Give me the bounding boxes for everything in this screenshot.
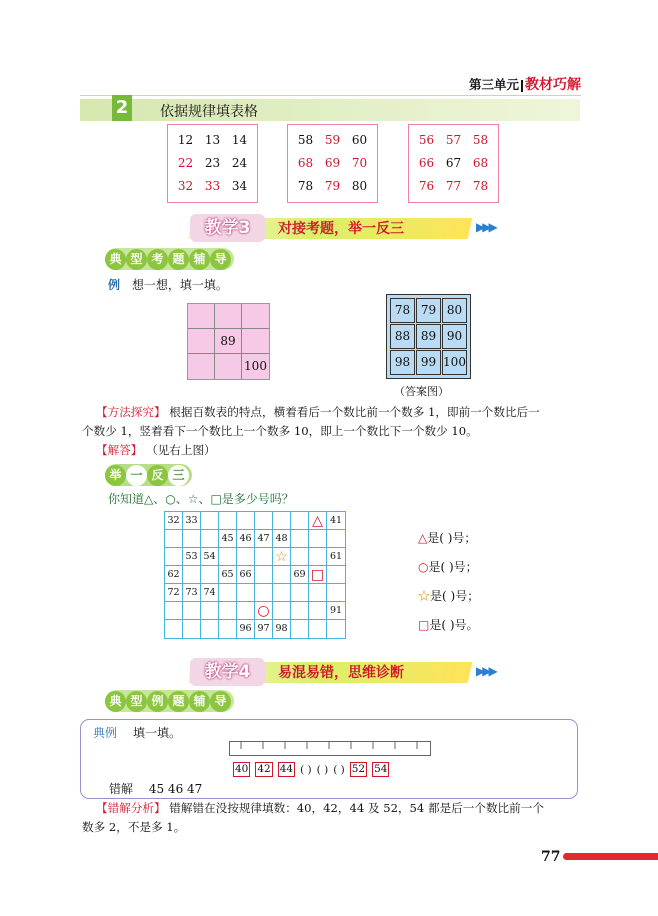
- quiz-answer-line: [418, 524, 479, 553]
- quiz-answers: [418, 524, 479, 640]
- grid-cell: 79: [324, 179, 341, 193]
- answer-cell: 80: [442, 298, 467, 323]
- chart-cell: 32: [165, 512, 183, 530]
- hundred-chart-grid: [164, 511, 346, 639]
- chart-cell: [237, 602, 255, 620]
- analysis-text-1: 错解错在没按规律填数：40，42，44 及 52，54 都是后一个数比前一个: [169, 801, 544, 815]
- chart-cell: [255, 548, 273, 566]
- chart-cell: [237, 584, 255, 602]
- answer-cell: 88: [390, 324, 415, 349]
- puzzle-cell: [188, 304, 215, 329]
- chart-cell: [165, 602, 183, 620]
- number-box: 52: [351, 763, 366, 775]
- chart-cell: [273, 512, 291, 530]
- chart-cell: [219, 602, 237, 620]
- chart-cell: 46: [237, 530, 255, 548]
- answer-caption: （答案图）: [394, 385, 449, 398]
- tag-char: 三: [168, 465, 189, 486]
- chart-cell: 74: [201, 584, 219, 602]
- chart-cell: [201, 620, 219, 638]
- arrows-icon: ▶▶▶: [476, 664, 495, 678]
- chart-cell: 66: [237, 566, 255, 584]
- wrong-values: 45 46 47: [148, 782, 203, 796]
- grid-cell: 58: [472, 133, 489, 147]
- chart-cell: [291, 584, 309, 602]
- grid-cell: 69: [324, 156, 341, 170]
- puzzle-cell: [215, 304, 242, 329]
- grid-cell: 58: [297, 133, 314, 147]
- number-boxes: [233, 762, 389, 777]
- chart-cell: [201, 530, 219, 548]
- typical-label: 典例: [93, 726, 118, 740]
- chart-cell: 48: [273, 530, 291, 548]
- answer-cell: 79: [416, 298, 441, 323]
- grid-cell: 68: [297, 156, 314, 170]
- example-text: 想一想，填一填。: [131, 278, 228, 292]
- tag-char: 导: [210, 249, 231, 270]
- wrong-label: 错解: [109, 782, 134, 796]
- chart-cell: [327, 584, 345, 602]
- pink-puzzle-grid: [187, 303, 270, 380]
- chart-cell: [327, 530, 345, 548]
- banner-label: 教学4: [190, 658, 265, 686]
- chart-cell: ☆: [273, 548, 291, 566]
- tag-char: 典: [105, 249, 126, 270]
- chart-cell: △: [309, 512, 327, 530]
- chart-cell: [255, 566, 273, 584]
- puzzle-cell: 100: [244, 359, 267, 373]
- chart-cell: [183, 530, 201, 548]
- tag-char: 题: [168, 249, 189, 270]
- puzzle-cell: 89: [215, 329, 242, 354]
- number-line-ticks: [229, 741, 431, 756]
- number-grid-3: [408, 124, 499, 203]
- chart-cell: [165, 620, 183, 638]
- typical-example-box: [80, 719, 578, 799]
- chart-cell: [219, 584, 237, 602]
- practice-tag: [105, 464, 192, 485]
- section2-banner: [80, 99, 580, 121]
- tag-char: 典: [105, 691, 126, 712]
- tag-char: 型: [126, 691, 147, 712]
- shape-icon: △: [418, 531, 428, 545]
- typical-example-tag: [105, 690, 234, 711]
- number-box: 44: [279, 763, 294, 775]
- chart-cell: [183, 602, 201, 620]
- number-box: 42: [257, 763, 271, 775]
- chart-cell: [309, 602, 327, 620]
- analysis-label: 【错解分析】: [96, 801, 166, 815]
- grid-cell: 14: [231, 133, 248, 147]
- chart-cell: 33: [183, 512, 201, 530]
- quiz-question: 你知道△、○、☆、□是多少号吗？: [108, 492, 294, 506]
- chart-cell: 65: [219, 566, 237, 584]
- arrows-icon: ▶▶▶: [476, 220, 495, 234]
- answer-cell: 89: [416, 324, 441, 349]
- chart-cell: 61: [327, 548, 345, 566]
- grid-cell: 68: [472, 156, 489, 170]
- puzzle-cell: [242, 329, 269, 354]
- grid-cell: 56: [418, 133, 435, 147]
- chart-cell: [291, 620, 309, 638]
- chart-cell: [309, 548, 327, 566]
- chart-cell: □: [309, 566, 327, 584]
- chart-cell: 47: [255, 530, 273, 548]
- chart-cell: [273, 602, 291, 620]
- tag-char: 题: [168, 691, 189, 712]
- grid-cell: 23: [204, 156, 221, 170]
- tag-char: 型: [126, 249, 147, 270]
- shape-icon: ☆: [418, 589, 431, 603]
- puzzle-cell: [215, 354, 242, 379]
- grid-cell: 13: [204, 133, 221, 147]
- chart-cell: [291, 512, 309, 530]
- puzzle-cell: [242, 304, 269, 329]
- answer-blank[interactable]: 是( )号；: [427, 531, 477, 545]
- chart-cell: 45: [219, 530, 237, 548]
- chart-cell: [201, 566, 219, 584]
- method-text-2: 个数少 1，竖着看下一个数比上一个数多 10，即上一个数比下一个数少 10。: [82, 424, 478, 438]
- running-header: [469, 74, 581, 94]
- teaching3-banner: [190, 214, 510, 242]
- number-box: 40: [235, 763, 249, 775]
- blank-box[interactable]: ( ): [333, 763, 345, 776]
- grid-cell: 59: [324, 133, 341, 147]
- example-label: 例: [108, 278, 121, 292]
- chart-cell: [201, 512, 219, 530]
- tag-char: 导: [210, 691, 231, 712]
- quiz-answer-line: [418, 553, 479, 582]
- page-number-bar: [563, 853, 658, 860]
- chart-cell: [309, 620, 327, 638]
- typical-prompt: 填一填。: [133, 726, 182, 740]
- tag-char: 例: [147, 691, 168, 712]
- chart-cell: [327, 620, 345, 638]
- grid-cell: 70: [351, 156, 368, 170]
- grid-cell: 57: [445, 133, 462, 147]
- chart-cell: [219, 512, 237, 530]
- answer-text: （见右上图）: [146, 443, 216, 457]
- answer-blank[interactable]: 是( )号；: [430, 589, 480, 603]
- answer-cell: 78: [390, 298, 415, 323]
- chart-cell: [291, 548, 309, 566]
- answer-blank[interactable]: 是( )号。: [429, 618, 479, 632]
- grid-cell: 80: [351, 179, 368, 193]
- section2-title: 依据规律填表格: [160, 104, 258, 120]
- grid-cell: 77: [445, 179, 462, 193]
- grid-cell: 60: [351, 133, 368, 147]
- tag-char: 辅: [189, 691, 210, 712]
- chart-cell: [327, 566, 345, 584]
- chart-cell: 96: [237, 620, 255, 638]
- chart-cell: [255, 584, 273, 602]
- answer-label: 【解答】: [96, 443, 143, 457]
- teaching4-banner: [190, 658, 510, 686]
- chart-cell: 54: [201, 548, 219, 566]
- chart-cell: 91: [327, 602, 345, 620]
- chart-cell: ○: [255, 602, 273, 620]
- number-grid-2: [287, 124, 378, 203]
- chart-cell: [309, 584, 327, 602]
- chart-cell: [273, 566, 291, 584]
- tag-char: 辅: [189, 249, 210, 270]
- banner-label: 教学3: [190, 214, 265, 242]
- chart-cell: [219, 620, 237, 638]
- tag-char: 反: [147, 465, 168, 486]
- section-title: 教材巧解: [525, 77, 581, 93]
- chart-cell: [237, 548, 255, 566]
- chart-cell: [183, 566, 201, 584]
- chart-cell: 62: [165, 566, 183, 584]
- shape-icon: □: [418, 618, 430, 632]
- method-text-1: 根据百数表的特点，横着看后一个数比前一个数多 1，即前一个数比后一: [169, 405, 540, 419]
- chart-cell: [183, 620, 201, 638]
- chart-cell: 69: [291, 566, 309, 584]
- chart-cell: [201, 602, 219, 620]
- grid-cell: 78: [297, 179, 314, 193]
- quiz-answer-line: [418, 611, 479, 640]
- chart-cell: [309, 530, 327, 548]
- example-prompt: [108, 276, 228, 293]
- chart-cell: [291, 602, 309, 620]
- wrong-answer: [109, 780, 202, 797]
- answer-cell: 90: [442, 324, 467, 349]
- number-box: 54: [374, 763, 388, 775]
- puzzle-cell: [188, 354, 215, 379]
- answer-blank[interactable]: 是( )号；: [428, 560, 478, 574]
- chart-cell: 97: [255, 620, 273, 638]
- shape-icon: ○: [418, 560, 429, 574]
- method-paragraph: [82, 403, 582, 460]
- unit-label: 第三单元: [468, 77, 519, 92]
- grid-cell: 78: [472, 179, 489, 193]
- tag-char: 考: [147, 249, 168, 270]
- banner-text: 对接考题，举一反三: [278, 221, 404, 237]
- number-grid-1: [167, 124, 258, 203]
- grid-cell: 32: [177, 179, 194, 193]
- chart-cell: 73: [183, 584, 201, 602]
- grid-cell: 22: [177, 156, 194, 170]
- chart-cell: 41: [327, 512, 345, 530]
- grid-cell: 24: [231, 156, 248, 170]
- header-divider: [80, 95, 581, 96]
- analysis-text-2: 数多 2，不是多 1。: [82, 820, 186, 834]
- chart-cell: 98: [273, 620, 291, 638]
- grid-cell: 34: [231, 179, 248, 193]
- grid-cell: 66: [418, 156, 435, 170]
- chart-cell: [237, 512, 255, 530]
- chart-cell: [219, 548, 237, 566]
- grid-cell: 12: [177, 133, 194, 147]
- quiz-answer-line: [418, 582, 479, 611]
- section2-number: 2: [112, 95, 132, 121]
- blank-box[interactable]: ( ): [316, 763, 329, 776]
- grid-cell: 76: [418, 179, 435, 193]
- chart-cell: 53: [183, 548, 201, 566]
- chart-cell: [165, 530, 183, 548]
- blank-box[interactable]: ( ): [300, 763, 312, 776]
- puzzle-cell: [188, 329, 215, 354]
- answer-grid: [386, 294, 471, 379]
- banner-text: 易混易错，思维诊断: [278, 665, 404, 681]
- grid-cell: 67: [445, 156, 462, 170]
- chart-cell: [291, 530, 309, 548]
- chart-cell: 72: [165, 584, 183, 602]
- method-label: 【方法探究】: [96, 405, 166, 419]
- answer-cell: 99: [416, 350, 441, 375]
- chart-cell: [165, 548, 183, 566]
- tag-char: 举: [105, 465, 126, 486]
- answer-cell: 100: [442, 350, 467, 375]
- chart-cell: [255, 512, 273, 530]
- answer-cell: 98: [390, 350, 415, 375]
- page-number: 77: [541, 849, 561, 865]
- tag-char: 一: [126, 465, 147, 486]
- chart-cell: [273, 584, 291, 602]
- grid-cell: 33: [204, 179, 221, 193]
- analysis-paragraph: [82, 799, 582, 837]
- typical-exam-tag: [105, 248, 234, 269]
